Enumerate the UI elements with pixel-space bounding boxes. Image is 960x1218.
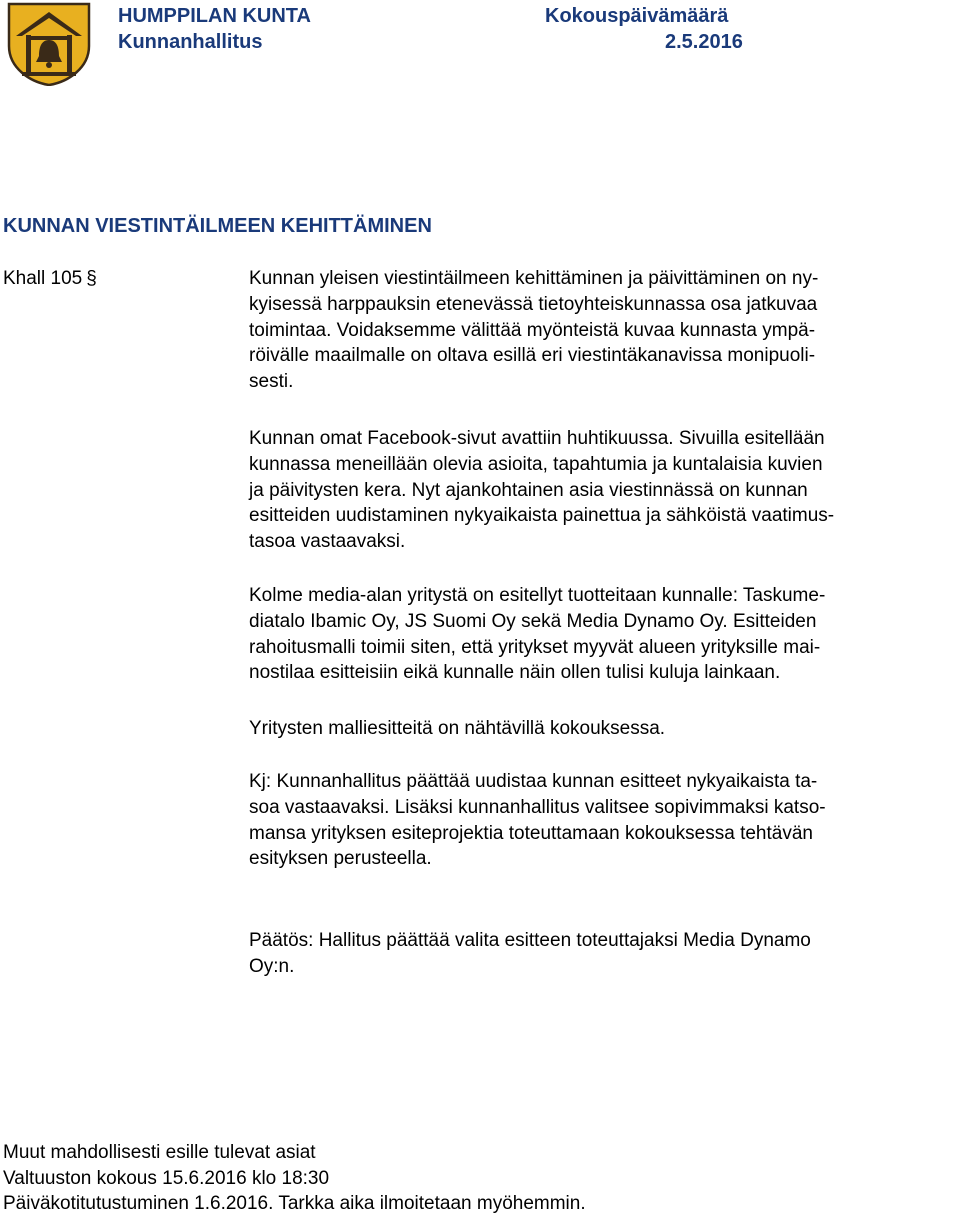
text-line: esitteiden uudistaminen nykyaikaista painettua ja sähköistä vaatimus- bbox=[249, 505, 835, 527]
text-line: rahoitusmalli toimii siten, että yritykset myyvät alueen yrityksille mai- bbox=[249, 636, 821, 658]
meeting-date-value: 2.5.2016 bbox=[665, 31, 743, 53]
text-line: ja päivitysten kera. Nyt ajankohtainen asia viestinnässä on kunnan bbox=[249, 479, 808, 501]
section-mark: § bbox=[86, 268, 97, 289]
paragraph-proposal bbox=[249, 769, 957, 872]
text-line: nostilaa esitteisiin eikä kunnalle näin ollen tulisi kuluja lainkaan. bbox=[249, 662, 781, 684]
paragraph-intro bbox=[249, 266, 957, 395]
paragraph-samples bbox=[249, 716, 957, 742]
organization-name: HUMPPILAN KUNTA bbox=[118, 5, 311, 27]
text-line: Kunnan omat Facebook-sivut avattiin huhtikuussa. Sivuilla esitellään bbox=[249, 428, 825, 449]
text-line: diatalo Ibamic Oy, JS Suomi Oy sekä Media Dynamo Oy. Esitteiden bbox=[249, 610, 817, 632]
paragraph-facebook bbox=[249, 426, 957, 555]
text-line: sesti. bbox=[249, 371, 294, 393]
item-reference bbox=[3, 266, 97, 292]
text-line: röivälle maailmalle on oltava esillä eri viestintäkanavissa monipuoli- bbox=[249, 345, 816, 367]
text-line: Yritysten malliesitteitä on nähtävillä kokouksessa. bbox=[249, 718, 666, 739]
municipality-crest-icon bbox=[6, 2, 92, 86]
text-line: Oy:n. bbox=[249, 955, 295, 977]
paragraph-decision bbox=[249, 928, 957, 980]
text-line: mansa yrityksen esiteprojektia toteuttamaan kokouksessa tehtävän bbox=[249, 822, 813, 844]
organization-body: Kunnanhallitus bbox=[118, 31, 263, 53]
footer-line: Päiväkotitutustuminen 1.6.2016. Tarkka aika ilmoitetaan myöhemmin. bbox=[3, 1193, 586, 1214]
text-line: Kolme media-alan yritystä on esitellyt tuotteitaan kunnalle: Taskume- bbox=[249, 585, 826, 606]
other-matters-notes bbox=[3, 1140, 586, 1217]
item-ref-number: Khall 105 bbox=[3, 268, 83, 289]
meeting-date-label: Kokouspäivämäärä bbox=[545, 5, 729, 27]
text-line: tasoa vastaavaksi. bbox=[249, 531, 406, 553]
footer-line: Valtuuston kokous 15.6.2016 klo 18:30 bbox=[3, 1167, 330, 1189]
text-line: Kunnan yleisen viestintäilmeen kehittäminen ja päivittäminen on ny- bbox=[249, 268, 819, 289]
text-line: kunnassa meneillään olevia asioita, tapahtumia ja kuntalaisia kuvien bbox=[249, 453, 823, 475]
text-line: toimintaa. Voidaksemme välittää myönteistä kuvaa kunnasta ympä- bbox=[249, 319, 816, 341]
paragraph-media-companies bbox=[249, 583, 957, 686]
text-line: Kj: Kunnanhallitus päättää uudistaa kunnan esitteet nykyaikaista ta- bbox=[249, 771, 818, 792]
text-line: soa vastaavaksi. Lisäksi kunnanhallitus valitsee sopivimmaksi katso- bbox=[249, 796, 826, 818]
text-line: kyisessä harppauksin etenevässä tietoyhteiskunnassa osa jatkuvaa bbox=[249, 293, 818, 315]
text-line: Päätös: Hallitus päättää valita esitteen toteuttajaksi Media Dynamo bbox=[249, 930, 811, 951]
section-title: KUNNAN VIESTINTÄILMEEN KEHITTÄMINEN bbox=[3, 215, 432, 237]
text-line: esityksen perusteella. bbox=[249, 848, 432, 870]
footer-line: Muut mahdollisesti esille tulevat asiat bbox=[3, 1142, 316, 1163]
